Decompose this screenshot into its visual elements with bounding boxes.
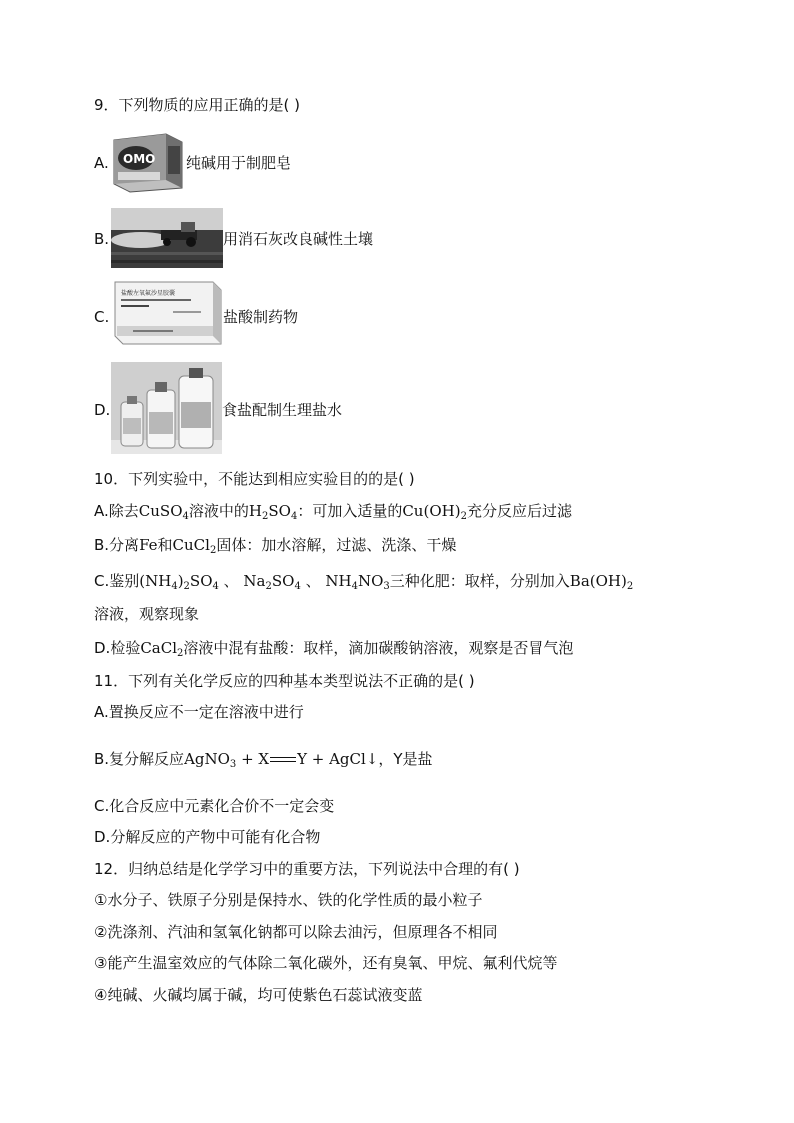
q11-option-c: C.化合反应中元素化合价不一定会变 xyxy=(94,797,335,815)
q11-option-a: A.置换反应不一定在溶液中进行 xyxy=(94,703,304,721)
tractor-field-image xyxy=(111,208,223,268)
q9-option-a-letter: A. xyxy=(94,154,109,172)
q12-item-2: ②洗涤剂、汽油和氢氧化钠都可以除去油污，但原理各不相同 xyxy=(94,923,498,941)
medicine-box-label: 盐酸左氧氟沙星胶囊 xyxy=(121,290,176,297)
detergent-logo-text: OMO xyxy=(123,152,156,166)
equals-sign-icon xyxy=(270,756,296,764)
q11-option-d: D.分解反应的产物中可能有化合物 xyxy=(94,828,321,846)
medicine-box-image xyxy=(113,278,223,348)
saline-bottles-image xyxy=(111,362,222,454)
q12-stem: 12．归纳总结是化学学习中的重要方法，下列说法中合理的有( ) xyxy=(94,860,520,878)
q9-option-c-letter: C. xyxy=(94,308,110,326)
q9-option-c-text: 盐酸制药物 xyxy=(223,308,299,326)
q9-option-b-letter: B. xyxy=(94,230,110,248)
q9-option-a-text: 纯碱用于制肥皂 xyxy=(186,154,292,172)
q10-option-c: C.鉴别$(NH_4)_2SO_4$ 、 $Na_2SO_4$ 、 $NH_4NO_3$三种化肥：取样，分别加入$Ba(OH)_2$ xyxy=(94,572,634,592)
q10-option-d: D.检验CaCl$_2$溶液中混有盐酸：取样，滴加碳酸钠溶液，观察是否冒气泡 xyxy=(94,639,574,659)
q12-item-3: ③能产生温室效应的气体除二氧化碳外，还有臭氧、甲烷、氟利代烷等 xyxy=(94,954,558,972)
q11-option-b: B.复分解反应AgNO$_3$ + X Y + AgCl↓，Y是盐 xyxy=(94,750,433,770)
q9-option-d-text: 食盐配制生理盐水 xyxy=(222,401,343,419)
q10-option-c-line2: 溶液，观察现象 xyxy=(94,605,200,623)
q9-stem: 9．下列物质的应用正确的是( ) xyxy=(94,96,301,114)
q9-option-b-text: 用消石灰改良碱性土壤 xyxy=(223,230,374,248)
q9-option-d-letter: D. xyxy=(94,401,111,419)
q12-item-4: ④纯碱、火碱均属于碱，均可使紫色石蕊试液变蓝 xyxy=(94,986,423,1004)
q11-stem: 11．下列有关化学反应的四种基本类型说法不正确的是( ) xyxy=(94,672,475,690)
q10-stem: 10．下列实验中，不能达到相应实验目的的是( ) xyxy=(94,470,415,488)
detergent-box-image xyxy=(110,128,186,194)
q12-item-1: ①水分子、铁原子分别是保持水、铁的化学性质的最小粒子 xyxy=(94,891,483,909)
q10-option-b: B.分离Fe和CuCl$_2$固体：加水溶解，过滤、洗涤、干燥 xyxy=(94,536,457,556)
q10-option-a: A.除去CuSO$_4$溶液中的$H_2SO_4$：可加入适量的$Cu(OH)_2$充分反应后过滤 xyxy=(94,502,572,522)
